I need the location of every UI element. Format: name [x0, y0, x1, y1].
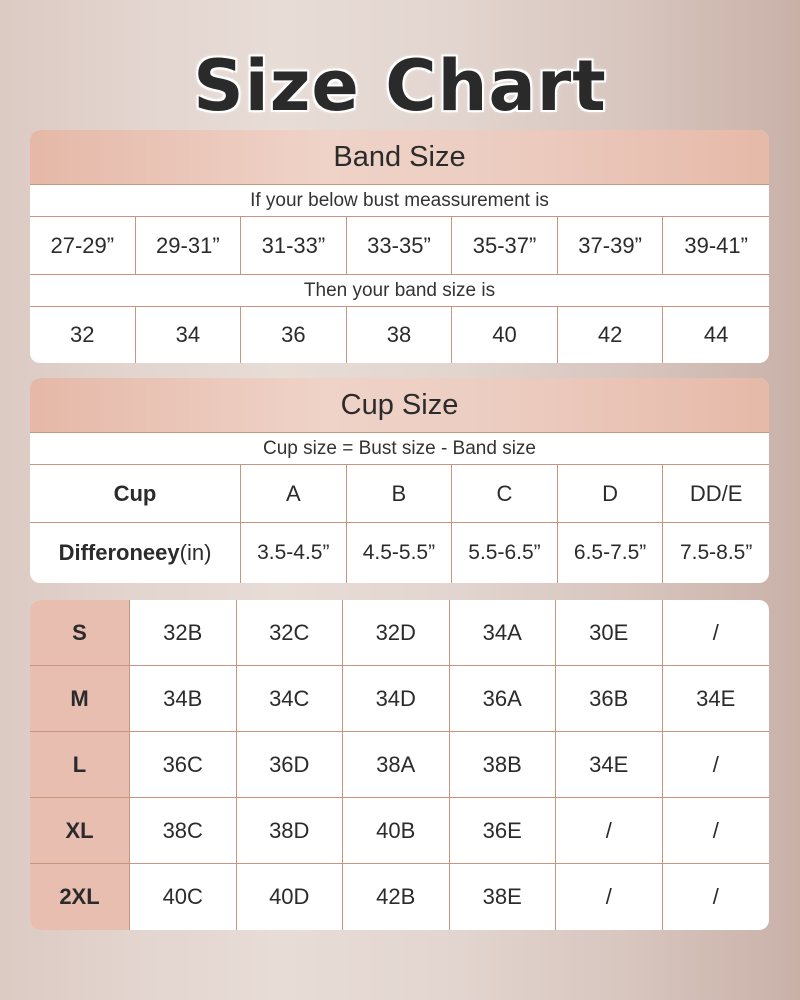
- band-measure-label: If your below bust meassurement is: [30, 185, 769, 217]
- size-cell: 32C: [237, 600, 344, 665]
- size-cell: 34D: [343, 666, 450, 731]
- size-cell: 34E: [696, 685, 736, 711]
- size-label: S: [30, 600, 130, 665]
- size-cell: 36A: [450, 666, 557, 731]
- size-cell: 34B: [130, 666, 237, 731]
- band-range-cell: 29-31”: [136, 217, 242, 274]
- difference-cell: 4.5-5.5”: [347, 523, 453, 583]
- size-cell: /: [712, 751, 719, 777]
- size-cell: 36E: [450, 798, 557, 863]
- page-title: Size Chart: [193, 45, 607, 127]
- band-size-cell: 44: [703, 322, 729, 347]
- size-cell: 30E: [556, 600, 663, 665]
- cup-letter-cell: B: [347, 465, 453, 522]
- cup-letter-cell: DD/E: [689, 480, 743, 506]
- size-cell: 38D: [237, 798, 344, 863]
- band-size-cell: 40: [452, 307, 558, 363]
- band-range-cell: 33-35”: [347, 217, 453, 274]
- size-cell: /: [712, 619, 719, 645]
- band-size-cell: 32: [30, 307, 136, 363]
- size-row-xl: [30, 798, 769, 864]
- size-cell: 32B: [130, 600, 237, 665]
- band-size-row: [30, 307, 769, 363]
- cup-size-heading: Cup Size: [30, 378, 769, 433]
- size-cell: /: [712, 884, 719, 909]
- band-size-cell: 34: [136, 307, 242, 363]
- size-cell: 38A: [343, 732, 450, 797]
- band-result-label: Then your band size is: [30, 275, 769, 307]
- difference-cell: 6.5-7.5”: [558, 523, 664, 583]
- difference-label-unit: (in): [179, 540, 212, 565]
- band-range-row: [30, 217, 769, 275]
- cup-letter-cell: A: [241, 465, 347, 522]
- band-size-cell: 38: [347, 307, 453, 363]
- size-row-s: [30, 600, 769, 666]
- size-row-m: [30, 666, 769, 732]
- cup-label: Cup: [30, 465, 241, 522]
- band-range-cell: 37-39”: [558, 217, 664, 274]
- size-cell: 34E: [556, 732, 663, 797]
- size-cell: 36D: [237, 732, 344, 797]
- band-size-heading: Band Size: [30, 130, 769, 185]
- size-cell: 38C: [130, 798, 237, 863]
- size-cell: 40C: [130, 864, 237, 930]
- size-label: 2XL: [30, 864, 130, 930]
- difference-cell: 3.5-4.5”: [241, 523, 347, 583]
- cup-letter-row: [30, 465, 769, 523]
- cup-difference-row: [30, 523, 769, 583]
- band-size-panel: [30, 130, 769, 363]
- size-cell: 34C: [237, 666, 344, 731]
- size-label: XL: [30, 798, 130, 863]
- size-label: L: [30, 732, 130, 797]
- size-row-l: [30, 732, 769, 798]
- size-cell: /: [712, 817, 719, 843]
- size-cell: 42B: [343, 864, 450, 930]
- difference-cell: 7.5-8.5”: [679, 541, 753, 564]
- band-size-cell: 42: [558, 307, 664, 363]
- band-range-cell: 31-33”: [241, 217, 347, 274]
- cup-formula: Cup size = Bust size - Band size: [30, 433, 769, 465]
- cup-letter-cell: D: [558, 465, 664, 522]
- difference-label: [30, 523, 241, 583]
- size-cell: 34A: [450, 600, 557, 665]
- size-cell: 38E: [450, 864, 557, 930]
- size-cell: 36B: [556, 666, 663, 731]
- size-cell: /: [556, 798, 663, 863]
- size-label: M: [30, 666, 130, 731]
- size-conversion-table: [30, 600, 769, 930]
- size-cell: 38B: [450, 732, 557, 797]
- cup-size-panel: [30, 378, 769, 583]
- size-cell: 40D: [237, 864, 344, 930]
- size-cell: 36C: [130, 732, 237, 797]
- difference-label-text: Differoneey: [58, 540, 180, 565]
- size-cell: 32D: [343, 600, 450, 665]
- band-range-cell: 39-41”: [684, 232, 748, 258]
- size-row-2xl: [30, 864, 769, 930]
- band-range-cell: 35-37”: [452, 217, 558, 274]
- band-size-cell: 36: [241, 307, 347, 363]
- band-range-cell: 27-29”: [30, 217, 136, 274]
- difference-cell: 5.5-6.5”: [452, 523, 558, 583]
- cup-letter-cell: C: [452, 465, 558, 522]
- size-cell: 40B: [343, 798, 450, 863]
- size-cell: /: [556, 864, 663, 930]
